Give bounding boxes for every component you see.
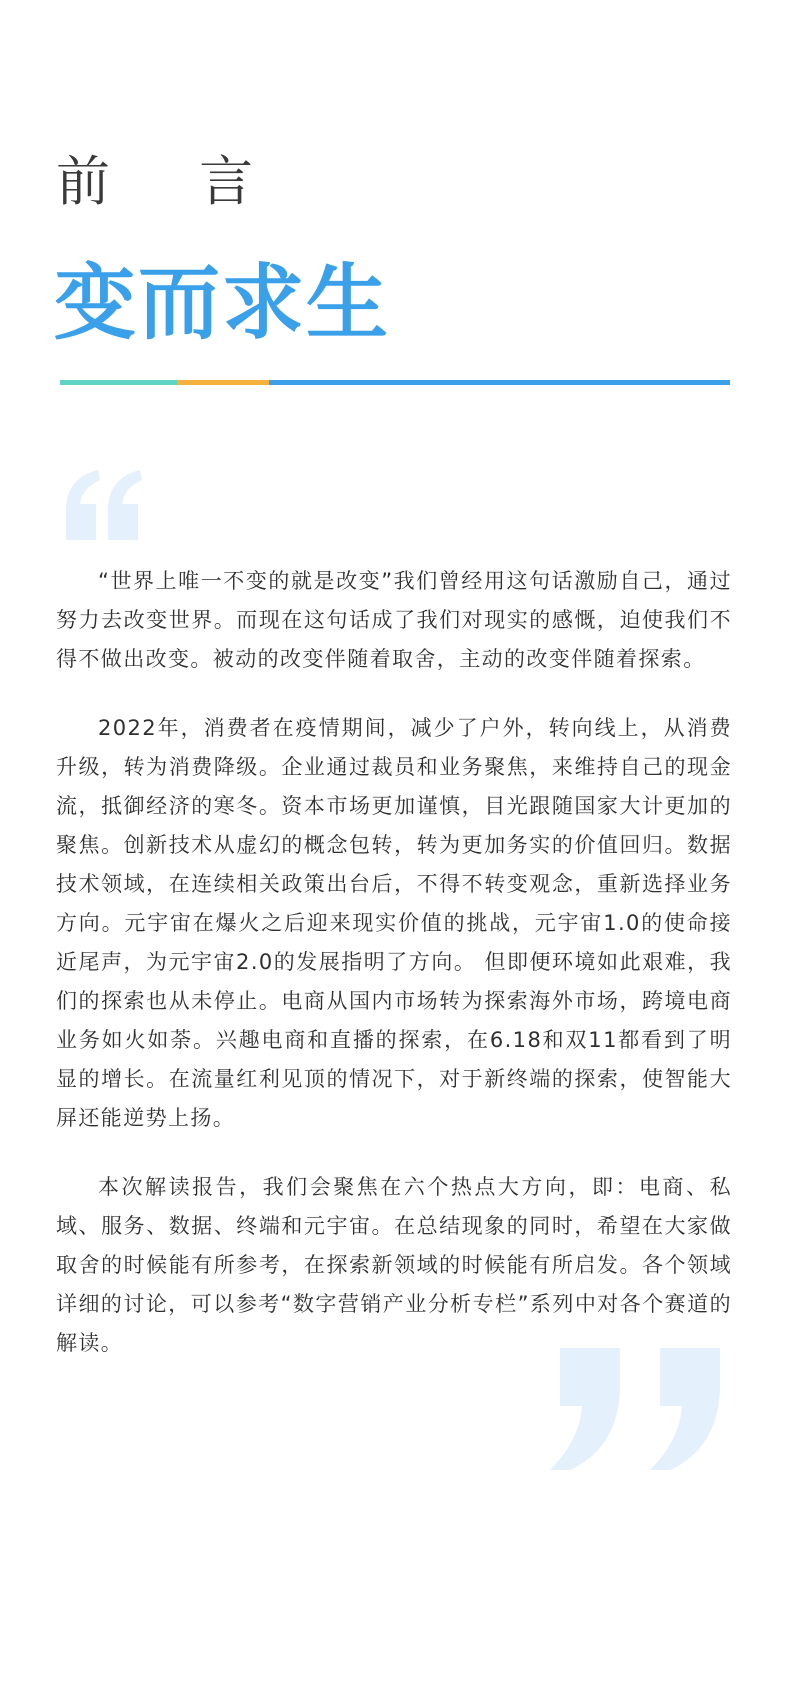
paragraph-1: “世界上唯一不变的就是改变”我们曾经用这句话激励自己，通过努力去改变世界。而现在这句话成了我们对现实的感慨，迫使我们不得不做出改变。被动的改变伴随着取舍，主动的改变伴随着探索。: [56, 569, 732, 671]
divider-orange-segment: [177, 380, 269, 385]
close-quote-mark-icon: [540, 1348, 740, 1470]
page-title: 变而求生: [54, 255, 391, 351]
divider-blue-segment: [269, 380, 730, 385]
title-divider: [60, 380, 730, 385]
paragraph-2: 2022年，消费者在疫情期间，减少了户外，转向线上，从消费升级，转为消费降级。企业通过裁员和业务聚焦，来维持自己的现金流，抵御经济的寒冬。资本市场更加谨慎，目光跟随国家大计更加的聚焦。创新技术从虚幻的概念包转，转为更加务实的价值回归。数据技术领域，在连续相关政策出台后，不得不转变观念，重新选择业务方向。元宇宙在爆火之后迎来现实价值的挑战，元宇宙1.0的使命接近尾声，为元宇宙2.0的发展指明了方向。 但即便环境如此艰难，我们的探索也从未停止。电商从国内市场转为探索海外市场，跨境电商业务如火如荼。兴趣电商和直播的探索，在6.18和双11都看到了明显的增长。在流量红利见顶的情况下，对于新终端的探索，使智能大屏还能逆势上扬。: [56, 716, 732, 1130]
preface-body: [56, 562, 732, 1393]
paragraph-3: 本次解读报告，我们会聚焦在六个热点大方向，即：电商、私域、服务、数据、终端和元宇宙。在总结现象的同时，希望在大家做取舍的时候能有所参考，在探索新领域的时候能有所启发。各个领域详细的讨论，可以参考“数字营销产业分析专栏”系列中对各个赛道的解读。: [56, 1175, 732, 1355]
section-label: 前 言: [56, 150, 290, 213]
divider-teal-segment: [60, 380, 177, 385]
open-quote-mark-icon: [58, 470, 146, 540]
